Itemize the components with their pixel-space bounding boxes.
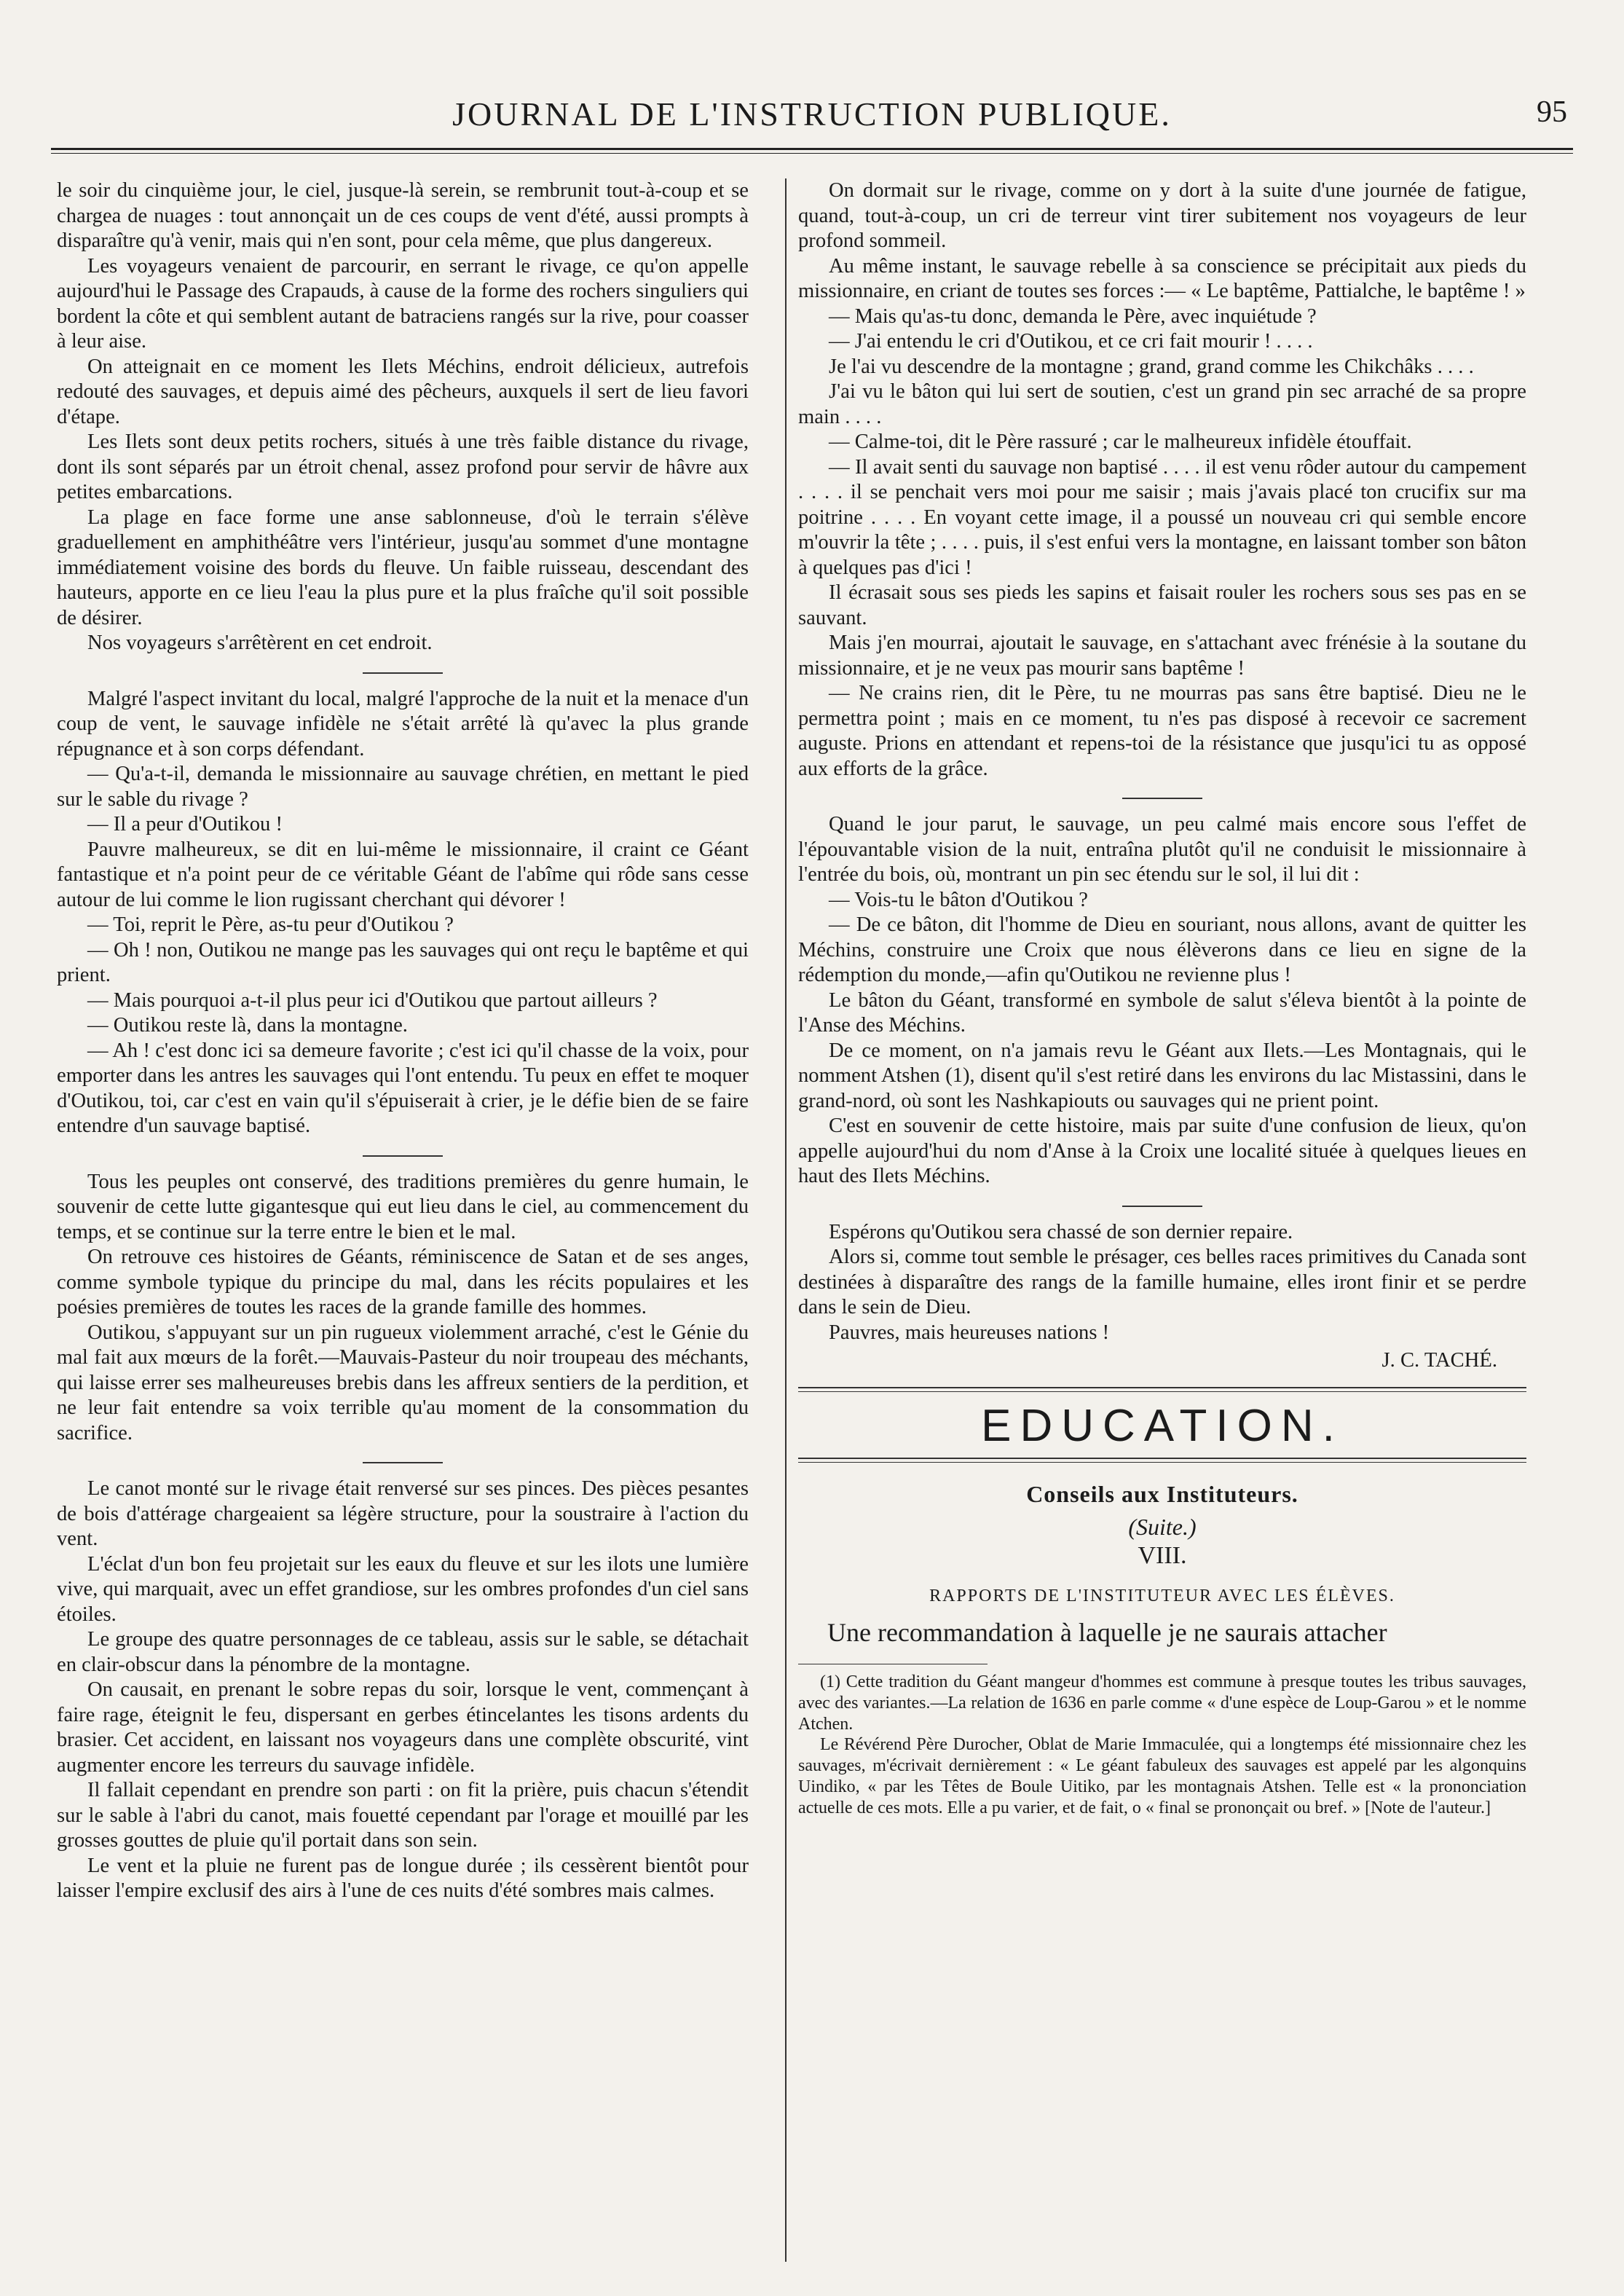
paragraph: le soir du cinquième jour, le ciel, jusque-là serein, se rembrunit tout-à-coup et se chargea de nuages : tout annonçait un de ces coups de vent d'été, aussi prompts à disparaître qu'à venir, mais qui n'en sont, pour cela même, que plus dangereux.: [57, 179, 749, 252]
paragraph: Alors si, comme tout semble le présager, ces belles races primitives du Canada sont destinées à disparaître des rangs de la famille humaine, elles iront finir et se perdre dans le sein de Dieu.: [798, 1246, 1526, 1318]
paragraph: Les Ilets sont deux petits rochers, situés à une très faible distance du rivage, dont ils sont séparés par un étroit chenal, assez profond pour servir de hâvre aux petites embarcations.: [57, 430, 749, 503]
section-separator: [1122, 1206, 1202, 1207]
paragraph: — Mais pourquoi a-t-il plus peur ici d'Outikou que partout ailleurs ?: [87, 988, 658, 1012]
paragraph: — Ne crains rien, dit le Père, tu ne mourras pas sans être baptisé. Dieu ne le permettra point ; mais en ce moment, tu n'es pas disposé à recevoir ce sacrement auguste. Prions en attendant et repens-toi de la résistance que jusqu'ici tu as opposé aux efforts de la grâce.: [798, 682, 1526, 780]
section-separator: [363, 672, 443, 674]
paragraph: — Vois-tu le bâton d'Outikou ?: [829, 888, 1088, 911]
section-separator: [1122, 798, 1202, 799]
paragraph: — Qu'a-t-il, demanda le missionnaire au sauvage chrétien, en mettant le pied sur le sable du rivage ?: [57, 763, 749, 811]
paragraph: On atteignait en ce moment les Ilets Méchins, endroit délicieux, autrefois redouté des sauvages, et depuis aimé des pêcheurs, auxquels il sert de lieu favori d'étape.: [57, 355, 749, 428]
paragraph: On causait, en prenant le sobre repas du soir, lorsque le vent, commençant à faire rage, éteignit le feu, dispersant en gerbes étincelantes les tisons ardents du brasier. Cet accident, en laissant nos voyageurs dans une complète obscurité, vint augmenter encore les terreurs du sauvage infidèle.: [57, 1678, 749, 1777]
right-column: [798, 178, 1526, 1819]
paragraph: J'ai vu le bâton qui lui sert de soutien, c'est un grand pin sec arraché de sa propre main . . . .: [798, 380, 1526, 428]
paragraph: Le vent et la pluie ne furent pas de longue durée ; ils cessèrent bientôt pour laisser l'empire exclusif des airs à l'une de ces nuits d'été sombres mais calmes.: [57, 1854, 749, 1902]
paragraph: Au même instant, le sauvage rebelle à sa conscience se précipitait aux pieds du missionnaire, en criant de toutes ses forces :— « Le baptême, Pattialche, le baptême ! »: [798, 254, 1526, 302]
paragraph: Il écrasait sous ses pieds les sapins et faisait rouler les rochers sous ses pas en se sauvant.: [798, 581, 1526, 629]
paragraph: Espérons qu'Outikou sera chassé de son dernier repaire.: [829, 1220, 1293, 1243]
paragraph: C'est en souvenir de cette histoire, mais par suite d'une confusion de lieux, qu'on appelle aujourd'hui du nom d'Anse à la Croix une localité située à quelques lieues en haut des Ilets Méchins.: [798, 1114, 1526, 1187]
paragraph: Nos voyageurs s'arrêtèrent en cet endroit.: [87, 632, 433, 654]
left-column: [57, 178, 749, 1904]
paragraph: L'éclat d'un bon feu projetait sur les eaux du fleuve et sur les ilots une lumière vive, qui marquait, avec un effet grandiose, sur les ombres profondes d'un ciel sans étoiles.: [57, 1552, 749, 1626]
column-divider: [785, 178, 787, 2262]
paragraph: Il fallait cependant en prendre son parti : on fit la prière, puis chacun s'étendit sur le sable à l'abri du canot, mais fouetté cependant par l'orage et mouillé par les grosses gouttes de pluie qu'il portait dans son sein.: [57, 1779, 749, 1852]
paragraph: Outikou, s'appuyant sur un pin rugueux violemment arraché, c'est le Génie du mal fait aux mœurs de la forêt.—Mauvais-Pasteur du noir troupeau des méchants, qui laisse errer ses malheureuses brebis dans les affreux sentiers de la perdition, et ne leur fait entendre sa voix terrible qu'au moment de la consommation du sacrifice.: [57, 1321, 749, 1444]
paragraph: — Il avait senti du sauvage non baptisé . . . . il est venu rôder autour du campement . . . . il se penchait vers moi pour me saisir ; mais j'avais placé ton crucifix sur ma poitrine . . . . En voyant cette image, il a poussé un nouveau cri qui semble encore m'ouvrir la tête ; . . . . puis, il s'est enfui vers la montagne, en laissant tomber son bâton à quelques pas d'ici !: [798, 455, 1526, 579]
section-rule: [798, 1387, 1526, 1392]
footnote: (1) Cette tradition du Géant mangeur d'hommes est commune à presque toutes les tribus sauvages, avec des variantes.—La relation de 1636 en parle comme « d'une espèce de Loup-Garou » et le nomme Atchen.: [798, 1672, 1526, 1734]
paragraph: Mais j'en mourrai, ajoutait le sauvage, en s'attachant avec frénésie à la soutane du missionnaire, et je ne veux pas mourir sans baptême !: [798, 632, 1526, 680]
header-rule: [51, 148, 1573, 154]
paragraph: Le bâton du Géant, transformé en symbole de salut s'éleva bientôt à la pointe de l'Anse des Méchins.: [798, 988, 1526, 1037]
article-intro: Une recommandation à laquelle je ne saurais attacher: [827, 1618, 1387, 1647]
paragraph: Tous les peuples ont conservé, des traditions premières du genre humain, le souvenir de cette lutte gigantesque qui eut lieu dans le ciel, au commencement du temps, et se continue sur la terre entre le bien et le mal.: [57, 1170, 749, 1243]
article-heading: RAPPORTS DE L'INSTITUTEUR AVEC LES ÉLÈVES.: [929, 1586, 1395, 1605]
paragraph: On retrouve ces histoires de Géants, réminiscence de Satan et de ses anges, comme symbole typique du principe du mal, dans les récits populaires et les poésies premières de toutes les races de la grande famille des hommes.: [57, 1246, 749, 1318]
paragraph: — Calme-toi, dit le Père rassuré ; car le malheureux infidèle étouffait.: [829, 430, 1412, 453]
paragraph: Le canot monté sur le rivage était renversé sur ses pinces. Des pièces pesantes de bois d'attérage chargeaient sa légère structure, pour la soustraire à l'action du vent.: [57, 1477, 749, 1550]
paragraph: — De ce bâton, dit l'homme de Dieu en souriant, nous allons, avant de quitter les Méchins, construire une Croix que nous élèverons dans ce lieu en signe de la rédemption du monde,—afin qu'Outikou ne revienne plus !: [798, 913, 1526, 986]
paragraph: — Il a peur d'Outikou !: [87, 813, 283, 836]
paragraph: Je l'ai vu descendre de la montagne ; grand, grand comme les Chikchâks . . . .: [829, 355, 1474, 378]
paragraph: On dormait sur le rivage, comme on y dort à la suite d'une journée de fatigue, quand, tout-à-coup, un cri de terreur vint tirer subitement nos voyageurs de leur profond sommeil.: [798, 179, 1526, 252]
section-rule: [798, 1458, 1526, 1463]
page-number: 95: [1537, 95, 1567, 129]
section-title: EDUCATION.: [981, 1400, 1344, 1451]
author-signature: J. C. TACHÉ.: [1381, 1349, 1497, 1372]
article-subtitle: (Suite.): [1128, 1513, 1197, 1540]
footnotes: [798, 1672, 1526, 1819]
paragraph: Quand le jour parut, le sauvage, un peu calmé mais encore sous l'effet de l'épouvantable vision de la nuit, entraîna plutôt qu'il ne conduisit le missionnaire à l'entrée du bois, où, montrant un pin sec étendu sur le sol, il lui dit :: [798, 813, 1526, 886]
section-separator: [363, 1462, 443, 1463]
paragraph: Pauvre malheureux, se dit en lui-même le missionnaire, il craint ce Géant fantastique et n'a point peur de ce véritable Géant de l'abîme qui rôde sans cesse autour de lui comme le lion rugissant cherchant qui dévorer !: [57, 838, 749, 911]
section-separator: [363, 1155, 443, 1157]
paragraph: — Mais qu'as-tu donc, demanda le Père, avec inquiétude ?: [829, 304, 1317, 328]
paragraph: — Toi, reprit le Père, as-tu peur d'Outikou ?: [87, 913, 454, 936]
paragraph: — J'ai entendu le cri d'Outikou, et ce cri fait mourir ! . . . .: [829, 330, 1313, 353]
paragraph: Pauvres, mais heureuses nations !: [829, 1321, 1110, 1344]
footnote: Le Révérend Père Durocher, Oblat de Marie Immaculée, qui a longtemps été missionnaire chez les sauvages, m'écrivait dernièrement : « Le géant fabuleux des sauvages est appelé par les algonquins Uindiko, « par les Têtes de Boule Uitiko, par les montagnais Atshen. Telle est « la prononciation actuelle de ces mots. Elle a pu varier, et de fait, o « final se prononçait ou bref. » [Note de l'auteur.]: [798, 1735, 1526, 1817]
article-title: Conseils aux Instituteurs.: [1026, 1481, 1298, 1507]
running-title: JOURNAL DE L'INSTRUCTION PUBLIQUE.: [452, 95, 1172, 133]
running-head: [51, 87, 1573, 146]
paragraph: Le groupe des quatre personnages de ce tableau, assis sur le sable, se détachait en clair-obscur dans la pénombre de la montagne.: [57, 1628, 749, 1676]
paragraph: — Outikou reste là, dans la montagne.: [87, 1014, 408, 1037]
paragraph: De ce moment, on n'a jamais revu le Géant aux Ilets.—Les Montagnais, qui le nomment Atshen (1), disent qu'il s'est retiré dans les environs du lac Mistassini, dans le grand-nord, où sont les Nashkapiouts ou sauvages qui ne prient point.: [798, 1039, 1526, 1112]
paragraph: — Ah ! c'est donc ici sa demeure favorite ; c'est ici qu'il chasse de la voix, pour emporter dans les antres les sauvages qui l'ont entendu. Tu peux en effet te moquer d'Outikou, toi, car c'est en vain qu'il s'épuiserait à crier, je le défie bien de se faire entendre d'un sauvage baptisé.: [57, 1039, 749, 1137]
article-number: VIII.: [1138, 1542, 1187, 1569]
paragraph: — Oh ! non, Outikou ne mange pas les sauvages qui ont reçu le baptême et qui prient.: [57, 938, 749, 986]
paragraph: Les voyageurs venaient de parcourir, en serrant le rivage, ce qu'on appelle aujourd'hui le Passage des Crapauds, à cause de la forme des rochers singuliers qui bordent la côte et qui semblent autant de batraciens rangés sur la rive, pour coasser à leur aise.: [57, 254, 749, 353]
paragraph: La plage en face forme une anse sablonneuse, d'où le terrain s'élève graduellement en amphithéâtre vers l'intérieur, jusqu'au sommet d'une montagne immédiatement voisine des bords du fleuve. Un faible ruisseau, descendant des hauteurs, apporte en ce lieu l'eau la plus pure et la plus fraîche qu'il soit possible de désirer.: [57, 506, 749, 629]
columns: [57, 178, 1572, 2262]
paragraph: Malgré l'aspect invitant du local, malgré l'approche de la nuit et la menace d'un coup de vent, le sauvage infidèle ne s'était arrêté là qu'avec la plus grande répugnance et à son corps défendant.: [57, 687, 749, 760]
